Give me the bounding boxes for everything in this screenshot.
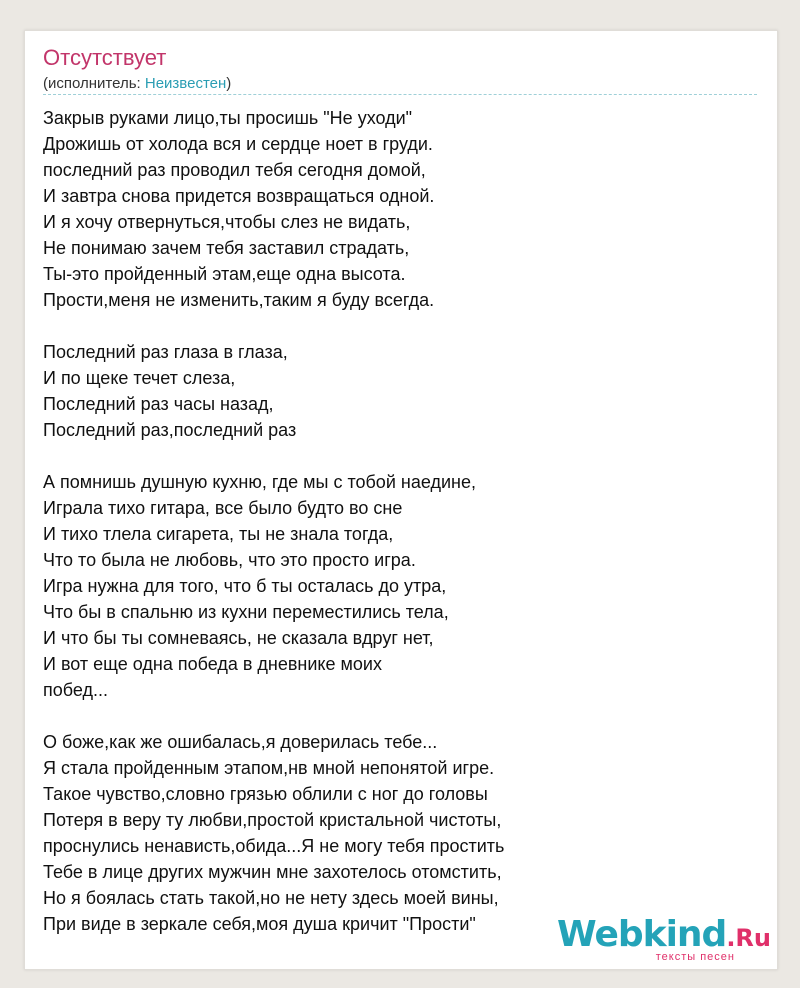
- lyrics-line: Ты-это пройденный этам,еще одна высота.: [43, 264, 406, 284]
- lyrics-line: При виде в зеркале себя,моя душа кричит "Прости": [43, 914, 476, 934]
- lyrics-line: Не понимаю зачем тебя заставил страдать,: [43, 238, 410, 258]
- artist-suffix: ): [226, 75, 232, 92]
- lyrics-line: проснулись ненависть,обида...Я не могу тебя простить: [43, 836, 505, 856]
- lyrics-line: Закрыв руками лицо,ты просишь "Не уходи": [43, 108, 413, 128]
- lyrics-line: Я стала пройденным этапом,нв мной непонятой игре.: [43, 758, 495, 778]
- lyrics-line: Тебе в лице других мужчин мне захотелось отомстить,: [43, 862, 502, 882]
- logo-domain: .Ru: [726, 924, 771, 952]
- artist-line: [43, 74, 231, 94]
- lyrics-line: Но я боялась стать такой,но не нету здесь моей вины,: [43, 888, 499, 908]
- lyrics-line: И вот еще одна победа в дневнике моих: [43, 654, 382, 674]
- lyrics-line: Что бы в спальню из кухни переместились тела,: [43, 602, 449, 622]
- lyrics-line: Прости,меня не изменить,таким я буду всегда.: [43, 290, 435, 310]
- lyrics-line: Последний раз,последний раз: [43, 420, 297, 440]
- lyrics-line: И я хочу отвернуться,чтобы слез не видать,: [43, 212, 411, 232]
- lyrics-line: побед...: [43, 680, 108, 700]
- lyrics-line: Игра нужна для того, что б ты осталась до утра,: [43, 576, 447, 596]
- site-logo[interactable]: [557, 915, 771, 963]
- lyrics-line: Последний раз глаза в глаза,: [43, 342, 288, 362]
- lyrics-line: И тихо тлела сигарета, ты не знала тогда,: [43, 524, 394, 544]
- song-title: Отсутствует: [43, 45, 167, 70]
- lyrics-line: Такое чувство,словно грязью облили с ног до головы: [43, 784, 488, 804]
- lyrics-line: Потеря в веру ту любви,простой кристальной чистоты,: [43, 810, 502, 830]
- lyrics-line: Играла тихо гитара, все было будто во сне: [43, 498, 403, 518]
- lyrics-line: последний раз проводил тебя сегодня домой,: [43, 160, 426, 180]
- artist-prefix: (исполнитель:: [43, 75, 145, 92]
- lyrics-stanza: [43, 105, 743, 313]
- logo-subtitle: тексты песен: [655, 951, 735, 963]
- lyrics-line: О боже,как же ошибалась,я доверилась тебе...: [43, 732, 438, 752]
- lyrics-stanza: [43, 729, 743, 937]
- lyrics-card: [24, 30, 778, 970]
- lyrics-stanza: [43, 469, 743, 703]
- logo-wordmark: Webkind: [557, 914, 727, 955]
- lyrics-line: Что то была не любовь, что это просто игра.: [43, 550, 416, 570]
- lyrics-line: И завтра снова придется возвращаться одной.: [43, 186, 435, 206]
- lyrics-line: Последний раз часы назад,: [43, 394, 274, 414]
- lyrics-line: И что бы ты сомневаясь, не сказала вдруг нет,: [43, 628, 434, 648]
- lyrics-stanza: [43, 339, 743, 443]
- lyrics-line: А помнишь душную кухню, где мы с тобой наедине,: [43, 472, 476, 492]
- lyrics-text: [43, 105, 743, 963]
- lyrics-line: И по щеке течет слеза,: [43, 368, 236, 388]
- divider: [43, 94, 757, 95]
- lyrics-line: Дрожишь от холода вся и сердце ноет в груди.: [43, 134, 433, 154]
- artist-link[interactable]: Неизвестен: [144, 75, 227, 92]
